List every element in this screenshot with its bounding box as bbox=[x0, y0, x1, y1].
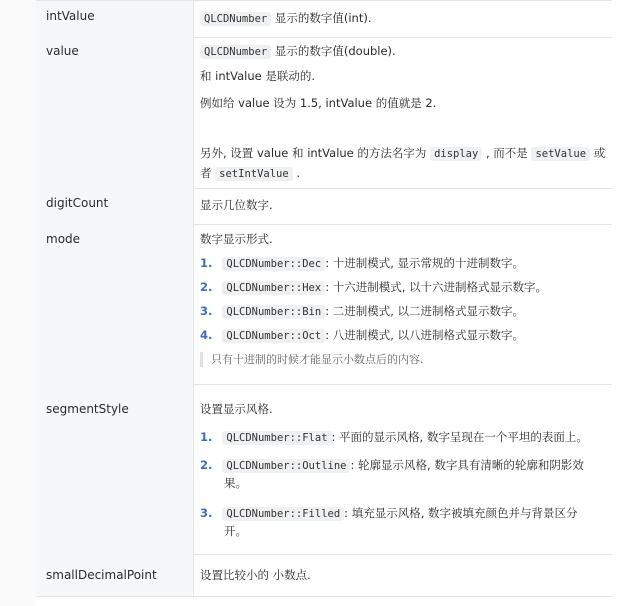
list-item: 3. QLCDNumber::Bin : 二进制模式, 以二进制格式显示数字。 bbox=[200, 304, 525, 318]
table-row bbox=[36, 224, 612, 385]
property-name: mode bbox=[36, 224, 194, 384]
property-name: segmentStyle bbox=[36, 384, 194, 554]
inline-code: display bbox=[430, 147, 482, 161]
table-row bbox=[36, 188, 612, 225]
table-row bbox=[36, 554, 612, 597]
property-name: smallDecimalPoint bbox=[36, 554, 194, 596]
property-description: QLCDNumber 显示的数字值(double). 和 intValue 是联动的. 例如给 value 设为 1.5, intValue 的值就是 2. 另外, 设置 value 和 intValue 的方法名字为 display , 而不是 setValue 或 者 setIntValue . bbox=[200, 44, 606, 180]
list-item: 1. QLCDNumber::Dec : 十进制模式, 显示常规的十进制数字。 bbox=[200, 256, 525, 270]
property-description: 设置显示风格. 1. QLCDNumber::Flat : 平面的显示风格, 数字呈现在一个平坦的表面上。 2. QLCDNumber::Outline : 轮廓显示风格, 数字具有清晰的轮廓和阴影效 果。 3. QLCDNumber::Filled : 填充显示风格, 数字被填充颜色并与背景区分 开。 bbox=[194, 384, 612, 554]
property-name: digitCount bbox=[36, 188, 194, 224]
property-description: 设置比较小的 小数点. bbox=[200, 568, 311, 582]
property-description: 数字显示形式. 1. QLCDNumber::Dec : 十进制模式, 显示常规的十进制数字。 2. QLCDNumber::Hex : 十六进制模式, 以十六进制格式显示数字。 3. QLCDNumber::Bin : 二进制模式, 以二进制格式显示数字。 4. QLCDNumber::Oct : 八进制模式, 以八进制格式显示数字。 只有十进制的时候才能显示小数点后的内容. bbox=[194, 224, 612, 384]
property-description: QLCDNumber 显示的数字值(int). bbox=[194, 1, 612, 37]
table-row bbox=[36, 384, 612, 555]
list-item: 2. QLCDNumber::Hex : 十六进制模式, 以十六进制格式显示数字。 bbox=[200, 280, 548, 294]
inline-code: setValue bbox=[531, 147, 590, 161]
inline-code: QLCDNumber bbox=[200, 45, 271, 59]
inline-code: setIntValue bbox=[215, 167, 293, 181]
list-item: 1. QLCDNumber::Flat : 平面的显示风格, 数字呈现在一个平坦的表面上。 bbox=[200, 430, 588, 444]
property-description: 显示几位数字. bbox=[200, 198, 273, 212]
list-item: 2. QLCDNumber::Outline : 轮廓显示风格, 数字具有清晰的轮廓和阴影效 bbox=[200, 458, 584, 472]
table-row bbox=[36, 36, 612, 189]
list-item: 4. QLCDNumber::Oct : 八进制模式, 以八进制格式显示数字。 bbox=[200, 328, 525, 342]
note-callout: 只有十进制的时候才能显示小数点后的内容. bbox=[200, 352, 424, 367]
list-item: 3. QLCDNumber::Filled : 填充显示风格, 数字被填充颜色并与背景区分 bbox=[200, 506, 578, 520]
left-margin bbox=[0, 0, 36, 606]
property-name: intValue bbox=[36, 1, 194, 37]
property-name: value bbox=[36, 36, 194, 188]
inline-code: QLCDNumber bbox=[200, 12, 271, 26]
property-table bbox=[36, 0, 612, 606]
table-row bbox=[36, 0, 612, 38]
